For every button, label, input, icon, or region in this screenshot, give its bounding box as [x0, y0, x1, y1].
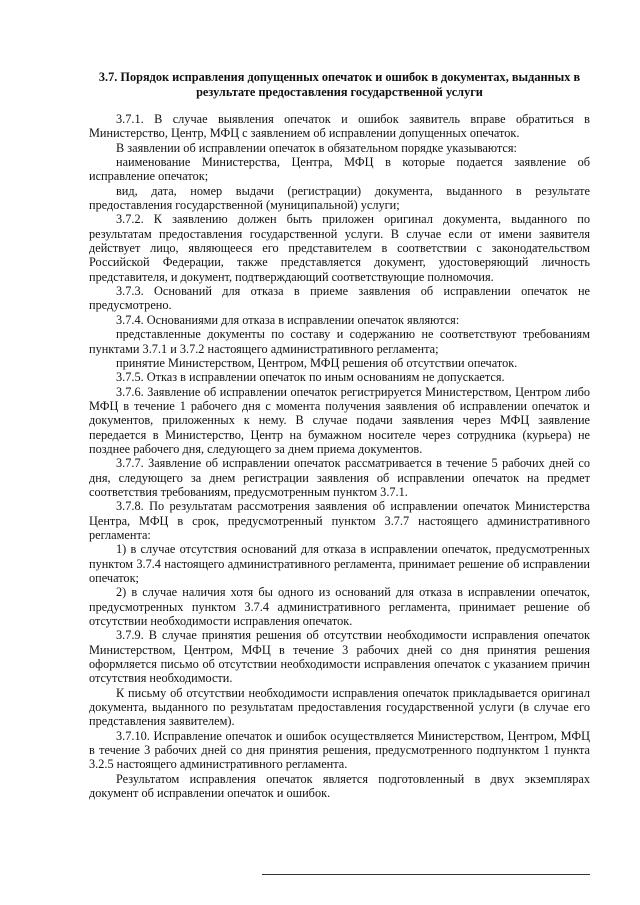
- paragraph-refusal-reason-2: принятие Министерством, Центром, МФЦ решения об отсутствии опечаток.: [116, 355, 518, 370]
- paragraph-refusal-reason-1: представленные документы по составу и содержанию не соответствуют требованиям пунктами 3.7.1 и 3.7.2 настоящего административного регламента;: [89, 327, 590, 356]
- paragraph-3-7-8-item-2: 2) в случае наличия хотя бы одного из оснований для отказа в исправлении опечаток, предусмотренных пунктом 3.7.4 административного регламента, принимает решение об отсутствии необходимости исправления опечаток.: [89, 585, 590, 629]
- paragraph-required-fields: В заявлении об исправлении опечаток в обязательном порядке указываются:: [116, 140, 517, 155]
- paragraph-3-7-6: 3.7.6. Заявление об исправлении опечаток регистрируется Министерством, Центром либо МФЦ в течение 1 рабочего дня с момента получения заявления об исправлении опечаток и документов, приложенных к нему. В случае подачи заявления через МФЦ заявление передается в Министерство, Центр на бумажном носителе через сотрудника (курьера) не позднее рабочего дня, следующего за днем приема документов.: [89, 384, 590, 456]
- paragraph-field-name: наименование Министерства, Центра, МФЦ в которые подается заявление об исправление опечаток;: [89, 155, 590, 184]
- paragraph-3-7-1: 3.7.1. В случае выявления опечаток и ошибок заявитель вправе обратиться в Министерство, Центр, МФЦ с заявлением об исправлении допущенных опечаток.: [89, 112, 590, 141]
- paragraph-3-7-4: 3.7.4. Основаниями для отказа в исправлении опечаток являются:: [116, 312, 460, 327]
- paragraph-3-7-9: 3.7.9. В случае принятия решения об отсутствии необходимости исправления опечаток Министерством, Центром, МФЦ в течение 3 рабочих дней со дня принятия решения оформляется письмо об отсутствии необходимости исправления опечаток с указанием причин отсутствия необходимости.: [89, 628, 590, 686]
- paragraph-letter-attachment: К письму об отсутствии необходимости исправления опечаток прикладывается оригинал документа, выданного по результатам предоставления государственной услуги (в случае его представления заявителем).: [89, 685, 590, 729]
- paragraph-3-7-2: 3.7.2. К заявлению должен быть приложен оригинал документа, выданного по результатам предоставления государственной услуги. В случае если от имени заявителя действует лицо, являющееся его представителем в соответствии с законодательством Российской Федерации, также представляется документ, удостоверяющий личность представителя, и документ, подтверждающий соответствующие полномочия.: [89, 212, 590, 284]
- paragraph-3-7-7: 3.7.7. Заявление об исправлении опечаток рассматривается в течение 5 рабочих дней со дня, следующего за днем регистрации заявления об исправлении опечаток на предмет соответствия требованиям, предусмотренным пунктом 3.7.1.: [89, 456, 590, 499]
- paragraph-3-7-3: 3.7.3. Оснований для отказа в приеме заявления об исправлении опечаток не предусмотрено.: [89, 284, 590, 313]
- footer-rule: [262, 874, 590, 875]
- paragraph-3-7-8: 3.7.8. По результатам рассмотрения заявления об исправлении опечаток Министерства Центра, МФЦ в срок, предусмотренный пунктом 3.7.7 настоящего административного регламента:: [89, 499, 590, 542]
- paragraph-3-7-10: 3.7.10. Исправление опечаток и ошибок осуществляется Министерством, Центром, МФЦ в течение 3 рабочих дней со дня принятия решения, предусмотренного подпунктом 1 пункта 3.2.5 настоящего административного регламента.: [89, 728, 590, 772]
- paragraph-result: Результатом исправления опечаток является подготовленный в двух экземплярах документ об исправлении опечаток и ошибок.: [89, 771, 590, 801]
- paragraph-3-7-5: 3.7.5. Отказ в исправлении опечаток по иным основаниям не допускается.: [116, 370, 505, 385]
- section-heading: 3.7. Порядок исправления допущенных опечаток и ошибок в документах, выданных в результате предоставления государственной услуги: [98, 70, 581, 99]
- document-body: [89, 70, 590, 801]
- paragraph-field-document: вид, дата, номер выдачи (регистрации) документа, выданного в результате предоставления государственной (муниципальной) услуги;: [89, 183, 590, 213]
- paragraph-3-7-8-item-1: 1) в случае отсутствия оснований для отказа в исправлении опечаток, предусмотренных пунктом 3.7.4 настоящего административного регламента, принимает решение об исправлении опечаток;: [89, 542, 590, 585]
